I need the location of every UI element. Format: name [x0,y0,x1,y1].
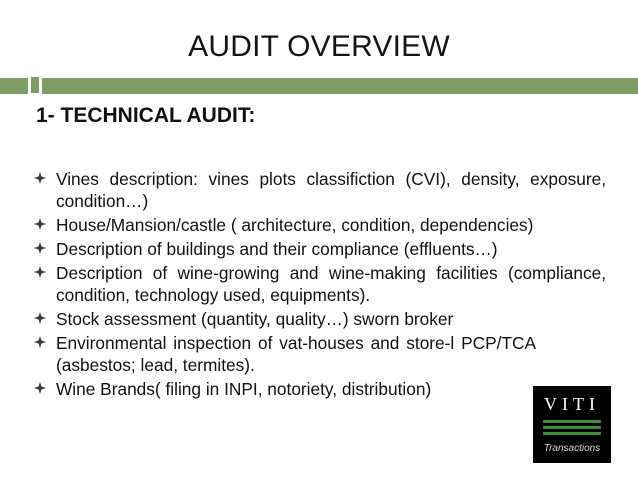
list-item-text: Wine Brands( filing in INPI, notoriety, distribution) [56,379,432,399]
diamond-bullet-icon [34,266,46,278]
list-item [34,332,606,376]
logo-name: VITI [544,394,600,414]
list-item [34,378,606,400]
diamond-bullet-icon [34,336,46,348]
list-item [34,238,606,260]
diamond-bullet-icon [34,242,46,254]
title-divider-square [30,76,40,94]
list-item-text: Description of buildings and their compliance (effluents…) [56,239,498,259]
list-item [34,308,606,330]
list-item-text: House/Mansion/castle ( architecture, condition, dependencies) [56,215,534,235]
viti-transactions-logo [533,386,611,463]
list-item [34,168,606,212]
title-divider-left [0,78,28,94]
logo-stripe [543,420,601,423]
list-item-text: Vines description: vines plots classifiction (CVI), density, exposure, condition…) [56,169,606,211]
list-item [34,214,606,236]
diamond-bullet-icon [34,218,46,230]
list-item-text: Description of wine-growing and wine-making facilities (compliance, condition, technology used, equipments). [56,263,606,305]
section-heading: 1- TECHNICAL AUDIT: [36,104,256,127]
logo-stripe [543,432,601,435]
slide-title: AUDIT OVERVIEW [188,30,450,63]
logo-subtitle: Transactions [543,443,601,454]
diamond-bullet-icon [34,382,46,394]
list-item [34,262,606,306]
bullet-list [34,168,606,402]
list-item-text: Environmental inspection of vat-houses and store-l PCP/TCA (asbestos; lead, termites). [56,333,536,375]
diamond-bullet-icon [34,172,46,184]
title-divider-bar [42,78,638,94]
diamond-bullet-icon [34,312,46,324]
logo-stripe [543,426,601,429]
list-item-text: Stock assessment (quantity, quality…) sworn broker [56,309,454,329]
